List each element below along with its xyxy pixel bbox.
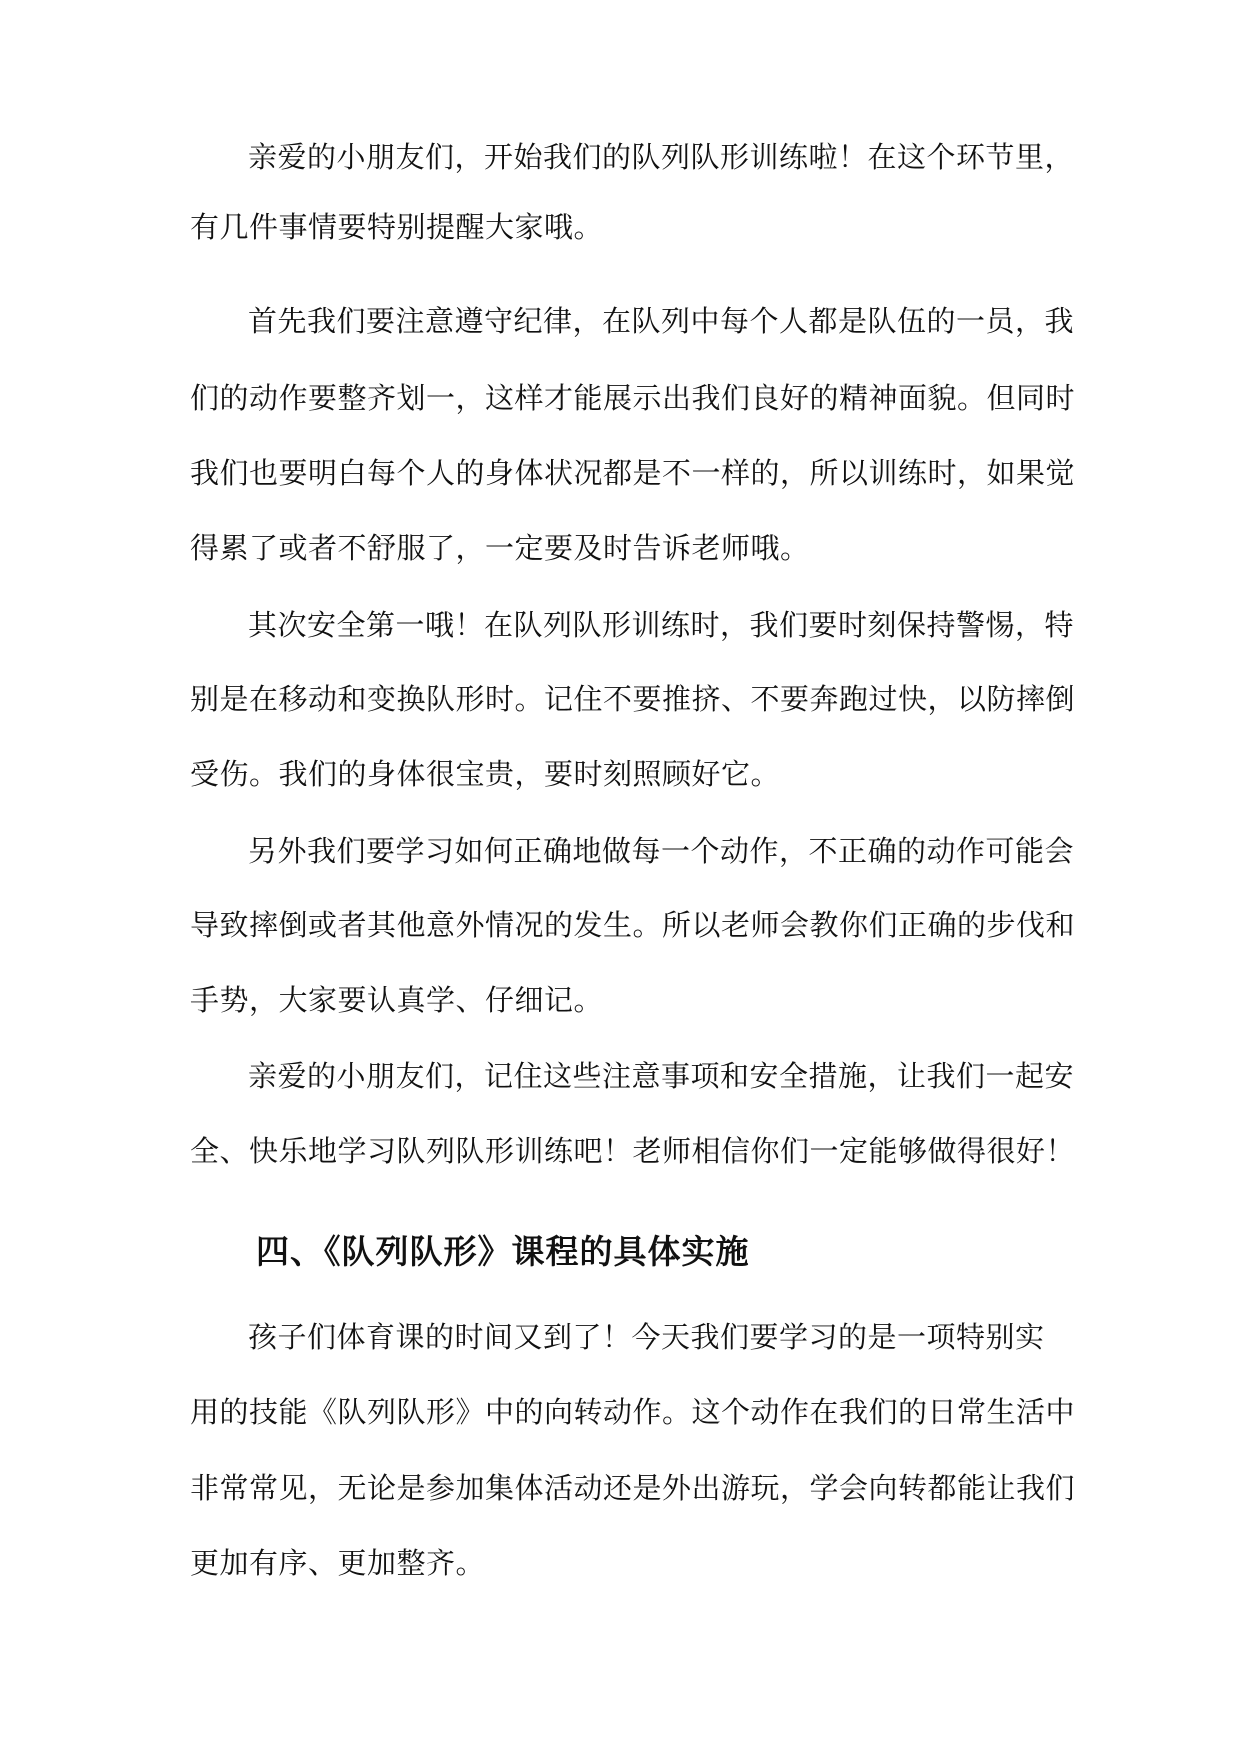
paragraph-2-line-1: 首先我们要注意遵守纪律，在队列中每个人都是队伍的一员，我 (248, 304, 1075, 338)
paragraph-2-line-4: 得累了或者不舒服了，一定要及时告诉老师哦。 (190, 531, 810, 565)
paragraph-3-line-3: 受伤。我们的身体很宝贵，要时刻照顾好它。 (190, 757, 781, 791)
paragraph-4-line-2: 导致摔倒或者其他意外情况的发生。所以老师会教你们正确的步伐和 (190, 908, 1076, 942)
paragraph-4-line-1: 另外我们要学习如何正确地做每一个动作，不正确的动作可能会 (248, 834, 1075, 868)
paragraph-5-line-2: 全、快乐地学习队列队形训练吧！老师相信你们一定能够做得很好！ (190, 1134, 1076, 1168)
paragraph-2-line-2: 们的动作要整齐划一，这样才能展示出我们良好的精神面貌。但同时 (190, 381, 1076, 415)
paragraph-1-line-1: 亲爱的小朋友们，开始我们的队列队形训练啦！在这个环节里， (248, 140, 1075, 174)
paragraph-4-line-3: 手势，大家要认真学、仔细记。 (190, 983, 604, 1017)
paragraph-5-line-1: 亲爱的小朋友们，记住这些注意事项和安全措施，让我们一起安 (248, 1059, 1075, 1093)
section-paragraph-line-1: 孩子们体育课的时间又到了！今天我们要学习的是一项特别实 (248, 1320, 1045, 1354)
paragraph-1-line-2: 有几件事情要特别提醒大家哦。 (190, 210, 604, 244)
paragraph-2-line-3: 我们也要明白每个人的身体状况都是不一样的，所以训练时，如果觉 (190, 456, 1076, 490)
section-heading: 四、《队列队形》课程的具体实施 (256, 1232, 750, 1271)
paragraph-3-line-2: 别是在移动和变换队形时。记住不要推挤、不要奔跑过快，以防摔倒 (190, 682, 1076, 716)
paragraph-3-line-1: 其次安全第一哦！在队列队形训练时，我们要时刻保持警惕，特 (248, 608, 1075, 642)
section-paragraph-line-2: 用的技能《队列队形》中的向转动作。这个动作在我们的日常生活中 (190, 1395, 1076, 1429)
section-paragraph-line-4: 更加有序、更加整齐。 (190, 1546, 486, 1580)
section-paragraph-line-3: 非常常见，无论是参加集体活动还是外出游玩，学会向转都能让我们 (190, 1471, 1076, 1505)
